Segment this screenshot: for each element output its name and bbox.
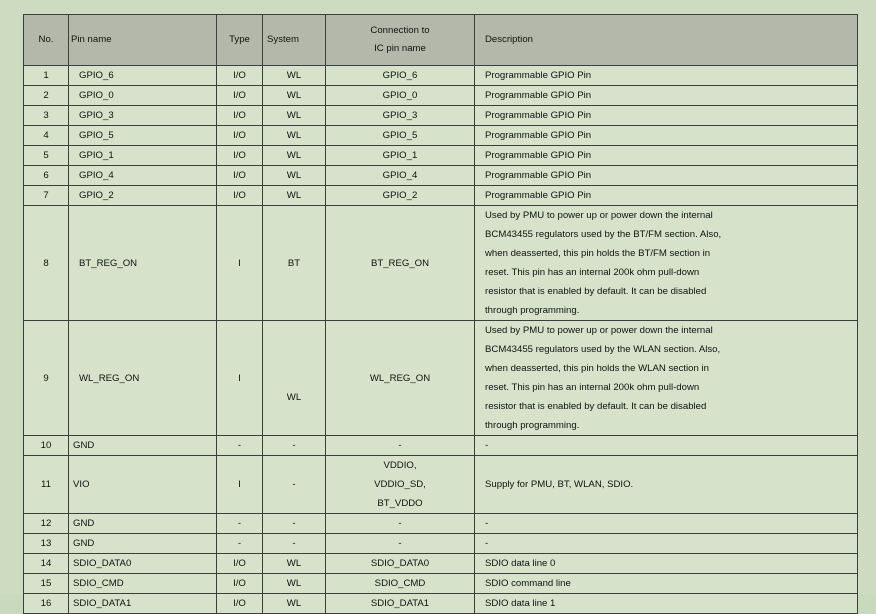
cell-system: -: [263, 514, 326, 534]
cell-connection: SDIO_CMD: [326, 574, 475, 594]
description-line: Used by PMU to power up or power down the internal: [485, 325, 713, 336]
cell-system: BT: [263, 206, 326, 321]
cell-no: 6: [24, 166, 69, 186]
description-line: resistor that is enabled by default. It can be disabled: [485, 286, 707, 297]
cell-pin-name: GPIO_6: [69, 66, 217, 86]
description-line: BCM43455 regulators used by the BT/FM section. Also,: [485, 229, 722, 240]
cell-system: WL: [263, 321, 326, 436]
cell-no: 8: [24, 206, 69, 321]
cell-description: -: [475, 534, 858, 554]
header-connection-line1: Connection to: [370, 25, 430, 36]
cell-type: -: [217, 436, 263, 456]
cell-connection: -: [326, 534, 475, 554]
table-row: [24, 594, 858, 614]
cell-connection: BT_REG_ON: [326, 206, 475, 321]
cell-system: -: [263, 436, 326, 456]
cell-no: 3: [24, 106, 69, 126]
description-line: reset. This pin has an internal 200k ohm pull-down: [485, 382, 700, 393]
cell-pin-name: SDIO_DATA0: [69, 554, 217, 574]
cell-connection: GPIO_5: [326, 126, 475, 146]
connection-line: BT_VDDO: [377, 498, 423, 509]
description-line: when deasserted, this pin holds the BT/FM section in: [485, 248, 711, 259]
cell-description: Programmable GPIO Pin: [475, 106, 858, 126]
cell-connection: GPIO_6: [326, 66, 475, 86]
cell-pin-name: SDIO_CMD: [69, 574, 217, 594]
cell-type: I: [217, 206, 263, 321]
table-row: [24, 321, 858, 436]
pin-table: [23, 14, 858, 614]
cell-type: I/O: [217, 106, 263, 126]
cell-no: 11: [24, 456, 69, 514]
header-type: Type: [217, 15, 263, 66]
cell-pin-name: VIO: [69, 456, 217, 514]
table-row: [24, 166, 858, 186]
table-row: [24, 554, 858, 574]
cell-system: WL: [263, 574, 326, 594]
cell-system: WL: [263, 126, 326, 146]
table-row: [24, 126, 858, 146]
cell-description: SDIO data line 1: [475, 594, 858, 614]
cell-system: WL: [263, 86, 326, 106]
description-line: when deasserted, this pin holds the WLAN section in: [485, 363, 709, 374]
cell-system: WL: [263, 554, 326, 574]
cell-type: I/O: [217, 66, 263, 86]
cell-type: I/O: [217, 166, 263, 186]
cell-no: 13: [24, 534, 69, 554]
cell-type: I/O: [217, 574, 263, 594]
cell-description: Programmable GPIO Pin: [475, 126, 858, 146]
table-row: [24, 456, 858, 514]
cell-description: [475, 321, 858, 436]
description-line: BCM43455 regulators used by the WLAN section. Also,: [485, 344, 721, 355]
cell-description: Programmable GPIO Pin: [475, 146, 858, 166]
cell-type: I: [217, 321, 263, 436]
cell-system: WL: [263, 146, 326, 166]
cell-type: -: [217, 534, 263, 554]
table-row: [24, 86, 858, 106]
cell-description: Programmable GPIO Pin: [475, 186, 858, 206]
cell-connection: -: [326, 436, 475, 456]
header-description: Description: [475, 15, 858, 66]
cell-system: WL: [263, 594, 326, 614]
cell-no: 12: [24, 514, 69, 534]
table-row: [24, 146, 858, 166]
cell-description: [475, 206, 858, 321]
cell-connection: GPIO_4: [326, 166, 475, 186]
table-row: [24, 66, 858, 86]
table-row: [24, 574, 858, 594]
cell-no: 7: [24, 186, 69, 206]
cell-no: 1: [24, 66, 69, 86]
cell-no: 9: [24, 321, 69, 436]
header-no: No.: [24, 15, 69, 66]
table-row: [24, 206, 858, 321]
cell-description: Programmable GPIO Pin: [475, 86, 858, 106]
cell-no: 4: [24, 126, 69, 146]
cell-pin-name: GPIO_1: [69, 146, 217, 166]
cell-type: I/O: [217, 146, 263, 166]
header-pin-name: Pin name: [69, 15, 217, 66]
description-line: reset. This pin has an internal 200k ohm pull-down: [485, 267, 700, 278]
cell-system: WL: [263, 186, 326, 206]
cell-system: WL: [263, 166, 326, 186]
cell-system: WL: [263, 106, 326, 126]
description-line: through programming.: [485, 305, 580, 316]
cell-pin-name: BT_REG_ON: [69, 206, 217, 321]
header-connection: [326, 15, 475, 66]
cell-system: -: [263, 534, 326, 554]
cell-description: Supply for PMU, BT, WLAN, SDIO.: [475, 456, 858, 514]
cell-pin-name: GND: [69, 436, 217, 456]
cell-pin-name: GPIO_2: [69, 186, 217, 206]
cell-no: 15: [24, 574, 69, 594]
cell-pin-name: WL_REG_ON: [69, 321, 217, 436]
cell-type: I/O: [217, 594, 263, 614]
cell-pin-name: GPIO_5: [69, 126, 217, 146]
table-row: [24, 534, 858, 554]
cell-system: -: [263, 456, 326, 514]
cell-pin-name: GPIO_3: [69, 106, 217, 126]
description-line: resistor that is enabled by default. It can be disabled: [485, 401, 707, 412]
cell-no: 5: [24, 146, 69, 166]
cell-pin-name: SDIO_DATA1: [69, 594, 217, 614]
cell-type: I/O: [217, 86, 263, 106]
description-line: through programming.: [485, 420, 580, 431]
cell-description: SDIO data line 0: [475, 554, 858, 574]
cell-connection: GPIO_2: [326, 186, 475, 206]
table-row: [24, 106, 858, 126]
cell-description: SDIO command line: [475, 574, 858, 594]
cell-type: I: [217, 456, 263, 514]
cell-description: -: [475, 436, 858, 456]
cell-system: WL: [263, 66, 326, 86]
cell-description: -: [475, 514, 858, 534]
cell-connection: -: [326, 514, 475, 534]
header-system: System: [263, 15, 326, 66]
cell-pin-name: GPIO_4: [69, 166, 217, 186]
cell-description: Programmable GPIO Pin: [475, 166, 858, 186]
cell-type: I/O: [217, 554, 263, 574]
cell-connection: SDIO_DATA0: [326, 554, 475, 574]
cell-connection: GPIO_0: [326, 86, 475, 106]
cell-connection: GPIO_3: [326, 106, 475, 126]
cell-type: I/O: [217, 126, 263, 146]
cell-type: -: [217, 514, 263, 534]
cell-pin-name: GPIO_0: [69, 86, 217, 106]
cell-no: 14: [24, 554, 69, 574]
cell-connection: WL_REG_ON: [326, 321, 475, 436]
cell-description: Programmable GPIO Pin: [475, 66, 858, 86]
cell-type: I/O: [217, 186, 263, 206]
cell-connection: [326, 456, 475, 514]
cell-no: 10: [24, 436, 69, 456]
description-line: Used by PMU to power up or power down the internal: [485, 210, 713, 221]
connection-line: VDDIO,: [383, 460, 417, 471]
cell-connection: GPIO_1: [326, 146, 475, 166]
table-row: [24, 436, 858, 456]
cell-no: 2: [24, 86, 69, 106]
cell-connection: SDIO_DATA1: [326, 594, 475, 614]
header-connection-line2: IC pin name: [374, 43, 426, 54]
cell-pin-name: GND: [69, 534, 217, 554]
connection-line: VDDIO_SD,: [374, 479, 426, 490]
table-header-row: [24, 15, 858, 66]
table-row: [24, 514, 858, 534]
cell-no: 16: [24, 594, 69, 614]
cell-pin-name: GND: [69, 514, 217, 534]
table-row: [24, 186, 858, 206]
